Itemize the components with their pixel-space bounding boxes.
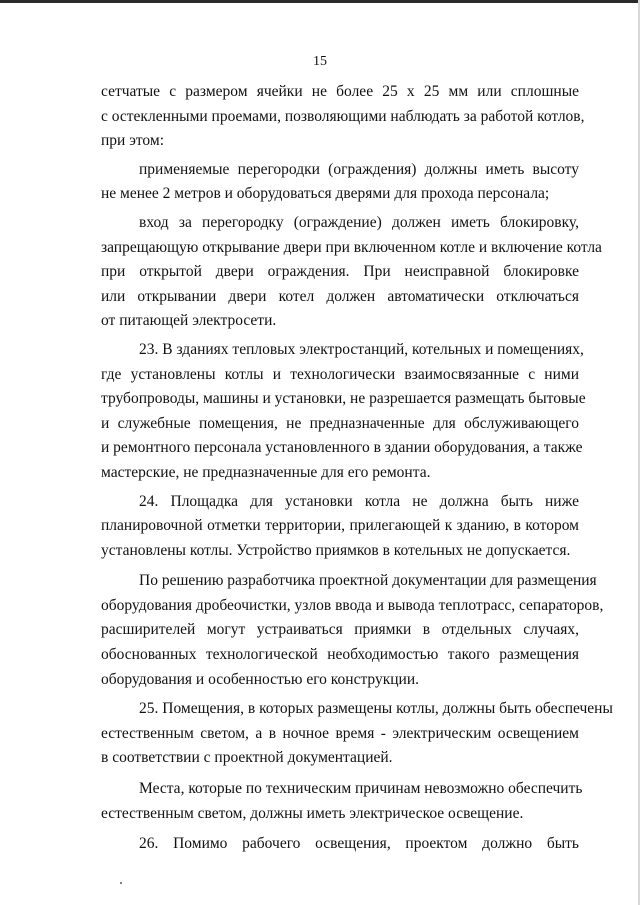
page-number: 15 [313, 54, 327, 69]
text-line: где установлены котлы и технологически взаимосвязанные с ними [101, 365, 579, 383]
text-line: 24. Площадка для установки котла не должна быть ниже [139, 492, 579, 510]
text-line: 23. В зданиях тепловых электростанций, котельных и помещениях, [139, 340, 584, 358]
text-line: планировочной отметки территории, прилегающей к зданию, в котором [101, 517, 579, 535]
paragraph-electric-lighting [101, 777, 583, 826]
document-body [101, 80, 613, 857]
text-line: не менее 2 метров и оборудоваться дверями для прохода персонала; [101, 185, 550, 203]
paragraph-item-26 [101, 832, 579, 857]
text-line: По решению разработчика проектной документации для размещения [139, 572, 597, 590]
text-line: сетчатые с размером ячейки не более 25 x 25 мм или сплошные [101, 83, 579, 100]
text-line: 26. Помимо рабочего освещения, проектом должно быть [139, 835, 579, 853]
text-line: и ремонтного персонала установленного в здании оборудования, а также [101, 439, 583, 457]
paragraph-pits-exception [101, 569, 604, 692]
text-line: применяемые перегородки (ограждения) должны иметь высоту [139, 160, 579, 178]
paragraph-continuation [101, 80, 585, 154]
paragraph-partitions-height [101, 158, 579, 207]
text-line: расширителей могут устраиваться приямки в отдельных случаях, [101, 621, 579, 639]
paragraph-entry-interlock [101, 211, 602, 334]
text-line: в соответствии с проектной документацией. [101, 749, 393, 767]
text-line: оборудования дробеочистки, узлов ввода и вывода теплотрасс, сепараторов, [101, 596, 604, 614]
text-line: с остекленными проемами, позволяющими наблюдать за работой котлов, [101, 107, 585, 125]
paragraph-item-23 [101, 338, 586, 486]
text-line: при открытой двери ограждения. При неисправной блокировке [101, 263, 579, 281]
text-line: обоснованных технологической необходимостью такого размещения [101, 646, 579, 664]
text-line: мастерские, не предназначенные для его ремонта. [101, 463, 431, 481]
text-line: трубопроводы, машины и установки, не разрешается размещать бытовые [101, 390, 586, 408]
text-line: 25. Помещения, в которых размещены котлы, должны быть обеспечены [139, 700, 613, 718]
scan-speck [120, 882, 122, 884]
text-line: установлены котлы. Устройство приямков в котельных не допускается. [101, 541, 571, 559]
paragraph-item-25 [101, 697, 613, 771]
text-line: вход за перегородку (ограждение) должен иметь блокировку, [139, 213, 579, 231]
text-line: Места, которые по техническим причинам невозможно обеспечить [139, 780, 583, 798]
text-line: или открывании двери котел должен автоматически отключаться [101, 287, 579, 305]
text-line: естественным светом, а в ночное время - электрическим освещением [101, 724, 579, 742]
text-line: естественным светом, должны иметь электрическое освещение. [101, 804, 524, 822]
text-line: оборудования и особенностью его конструкции. [101, 670, 420, 688]
text-line: при этом: [101, 132, 165, 150]
text-line: и служебные помещения, не предназначенные для обслуживающего [101, 414, 579, 432]
text-line: запрещающую открывание двери при включенном котле и включение котла [101, 238, 602, 256]
text-line: от питающей электросети. [101, 312, 277, 330]
paragraph-item-24 [101, 490, 579, 564]
scan-top-border [0, 0, 640, 3]
